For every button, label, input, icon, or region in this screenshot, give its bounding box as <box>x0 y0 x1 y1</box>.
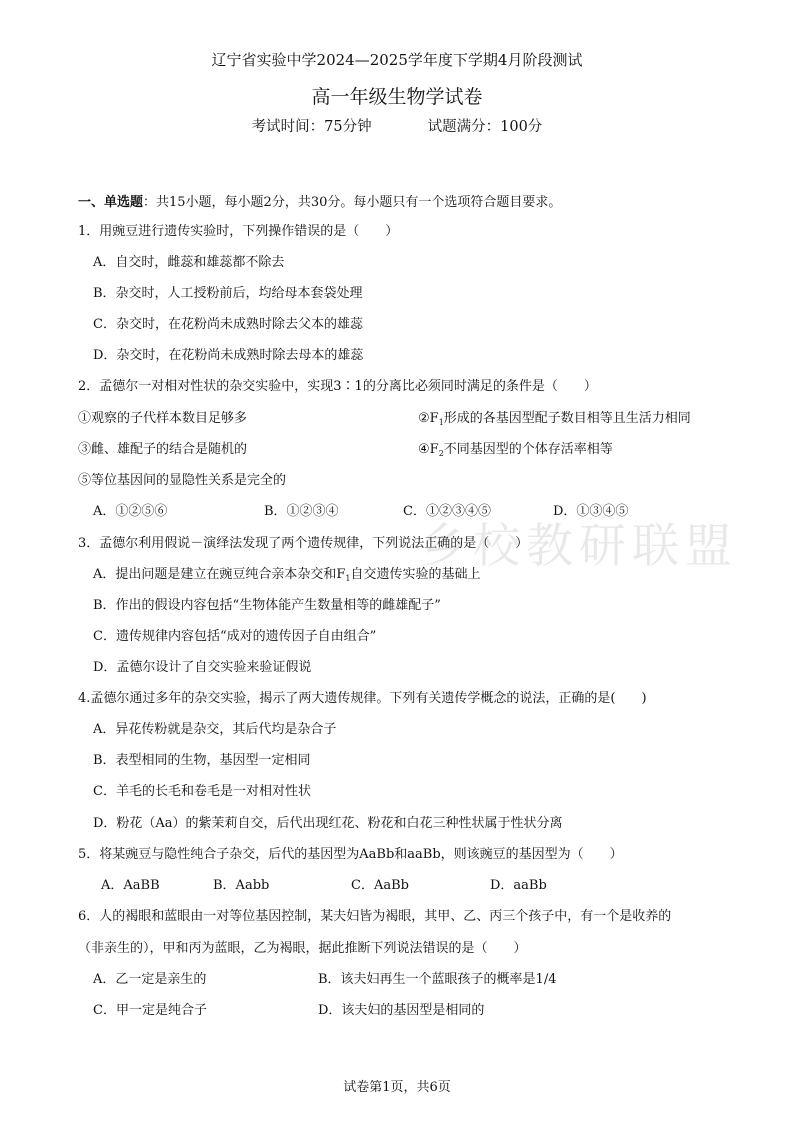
section-desc: ：共15小题，每小题2分，共30分。每小题只有一个选项符合题目要求。 <box>143 195 562 210</box>
q2-condition-2-text: 形成的各基因型配子数目相等且生活力相同 <box>443 411 691 426</box>
q1-option-c: C．杂交时，在花粉尚未成熟时除去父本的雄蕊 <box>93 317 363 332</box>
q2-condition-4 <box>418 441 613 463</box>
q3-option-d: D．孟德尔设计了自交实验来验证假说 <box>93 660 312 675</box>
q3-option-a-subscript: 1 <box>345 574 351 583</box>
q6-option-c: C．甲一定是纯合子 <box>93 1003 207 1018</box>
watermark-text: 乡校教研联盟 <box>420 519 738 574</box>
q4-option-b: B．表型相同的生物，基因型一定相同 <box>93 753 311 768</box>
exam-score: 试题满分：100分 <box>427 119 543 135</box>
exam-info <box>0 118 794 136</box>
q1-option-a: A．自交时，雌蕊和雄蕊都不除去 <box>93 255 285 270</box>
q1-option-b: B．杂交时，人工授粉前后，均给母本套袋处理 <box>93 286 363 301</box>
q3-option-c: C．遗传规律内容包括“成对的遗传因子自由组合” <box>93 629 377 644</box>
q2-option-a: A．①②⑤⑥ <box>93 504 168 519</box>
q5-option-a: A．AaBB <box>101 878 160 893</box>
q2-option-c: C．①②③④⑤ <box>403 504 491 519</box>
page-title: 高一年级生物学试卷 <box>311 86 483 108</box>
q1-stem: 1．用豌豆进行遗传实验时，下列操作错误的是（ ） <box>78 224 399 239</box>
page-footer: 试卷第1页，共6页 <box>343 1080 451 1095</box>
section-label: 一、单选题 <box>78 195 144 210</box>
q4-stem: 4.孟德尔通过多年的杂交实验，揭示了两大遗传规律。下列有关遗传学概念的说法，正确的是( ) <box>78 691 647 706</box>
exam-time: 考试时间：75分钟 <box>251 119 372 135</box>
q3-option-b: B．作出的假设内容包括“生物体能产生数量相等的雌雄配子” <box>93 598 441 613</box>
q5-option-c: C．AaBb <box>351 878 409 893</box>
q2-condition-2-prefix: ②F <box>418 411 439 426</box>
q2-condition-1: ①观察的子代样本数目足够多 <box>78 411 248 426</box>
q5-option-d: D．aaBb <box>490 878 547 893</box>
school-header: 辽宁省实验中学2024—2025学年度下学期4月阶段测试 <box>211 51 583 69</box>
q2-condition-4-text: 不同基因型的个体存活率相等 <box>443 442 613 457</box>
q2-condition-4-prefix: ④F <box>418 442 439 457</box>
q2-condition-2-subscript: 1 <box>438 418 444 427</box>
q3-option-a-text-2: 自交遗传实验的基础上 <box>350 567 481 582</box>
q2-option-b: B．①②③④ <box>264 504 339 519</box>
q6-stem-line-2: （非亲生的），甲和丙为蓝眼，乙为褐眼，据此推断下列说法错误的是（ ） <box>78 941 527 956</box>
q6-stem-line-1: 6．人的褐眼和蓝眼由一对等位基因控制，某夫妇皆为褐眼，其甲、乙、丙三个孩子中，有一个是收养的 <box>78 909 672 924</box>
q2-option-d: D．①③④⑤ <box>553 504 629 519</box>
section-heading <box>78 194 561 212</box>
q2-condition-2 <box>418 410 691 432</box>
q4-option-d: D．粉花（Aa）的紫茉莉自交，后代出现红花、粉花和白花三种性状属于性状分离 <box>93 816 563 831</box>
q1-option-d: D．杂交时，在花粉尚未成熟时除去母本的雄蕊 <box>93 348 364 363</box>
q2-condition-4-subscript: 2 <box>438 449 444 458</box>
q3-option-a <box>93 566 481 588</box>
q2-stem: 2．孟德尔一对相对性状的杂交实验中，实现3∶1的分离比必须同时满足的条件是（ ） <box>78 379 597 394</box>
q5-stem: 5．将某豌豆与隐性纯合子杂交，后代的基因型为AaBb和aaBb，则该豌豆的基因型为（ ） <box>78 847 623 862</box>
q4-option-a: A．异花传粉就是杂交，其后代均是杂合子 <box>93 722 337 737</box>
q3-stem: 3．孟德尔利用假说－演绎法发现了两个遗传规律，下列说法正确的是（ ） <box>78 536 529 551</box>
q6-option-b: B．该夫妇再生一个蓝眼孩子的概率是1/4 <box>318 972 557 987</box>
q5-option-b: B．Aabb <box>213 878 270 893</box>
q2-condition-5: ⑤等位基因间的显隐性关系是完全的 <box>78 473 287 488</box>
q3-option-a-text-1: A．提出问题是建立在豌豆纯合亲本杂交和F <box>93 567 346 582</box>
q6-option-a: A．乙一定是亲生的 <box>93 972 207 987</box>
q4-option-c: C．羊毛的长毛和卷毛是一对相对性状 <box>93 784 311 799</box>
q2-condition-3: ③雌、雄配子的结合是随机的 <box>78 442 248 457</box>
q6-option-d: D．该夫妇的基因型是相同的 <box>318 1003 485 1018</box>
